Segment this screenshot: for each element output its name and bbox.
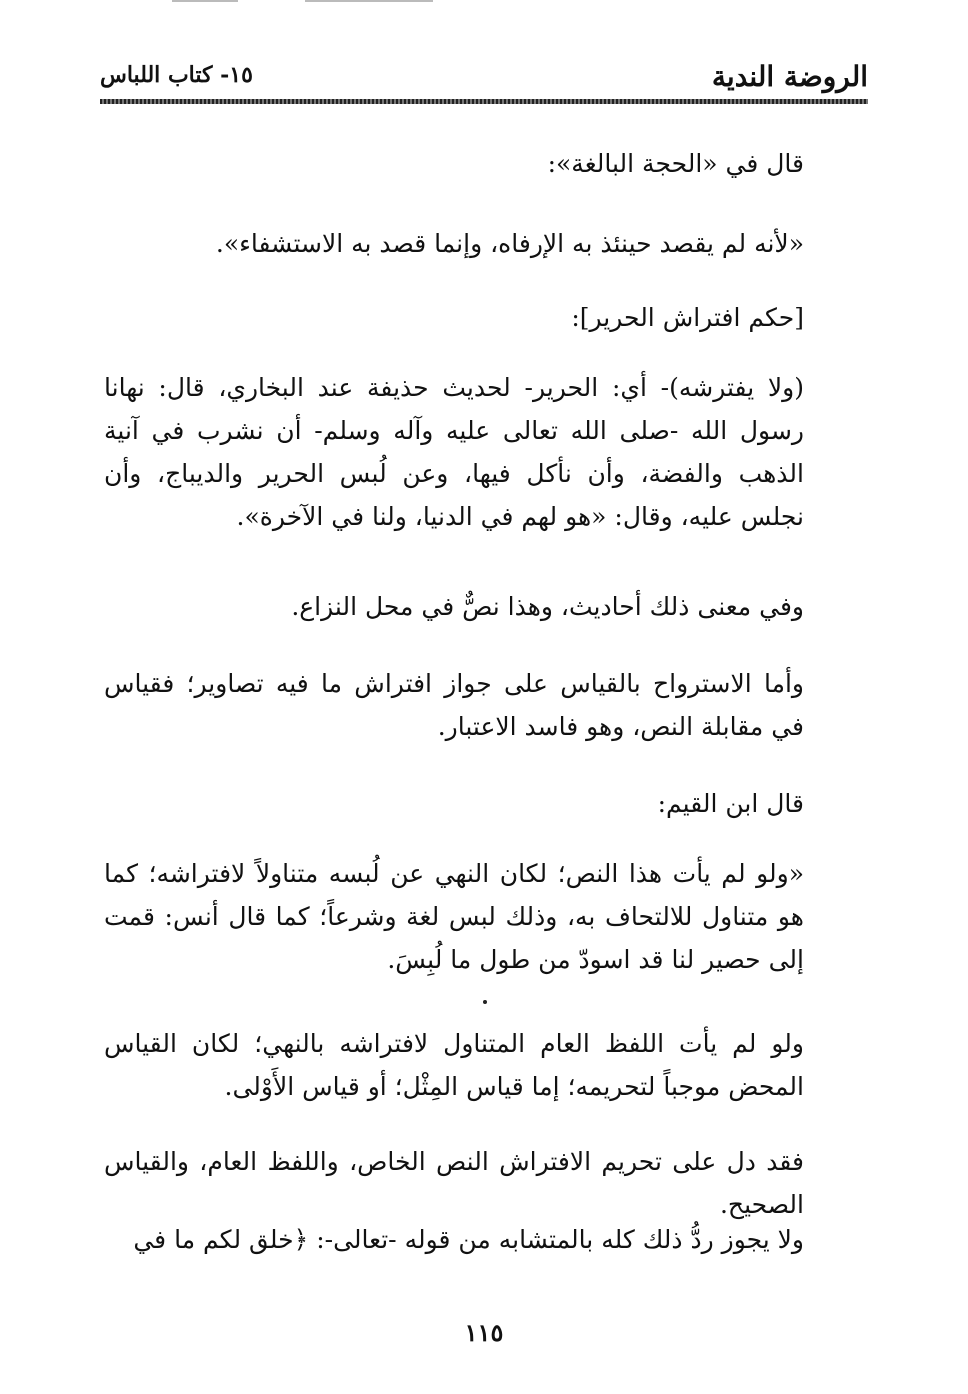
paragraph: «لأنه لم يقصد حينئذ به الإرفاه، وإنما قصد به الاستشفاء».	[215, 229, 804, 258]
page-number: ١١٥	[464, 1318, 504, 1347]
header-rule	[100, 99, 868, 104]
paragraph: ولا يجوز ردُّ ذلك كله بالمتشابه من قوله -تعالى-: ﴿خلق لكم ما في	[133, 1225, 804, 1254]
paragraph: فقد دل على تحريم الافتراش النص الخاص، واللفظ العام، والقياس الصحيح.	[104, 1147, 804, 1219]
paragraph: ولو لم يأت اللفظ العام المتناول لافتراشه بالنهي؛ لكان القياس المحض موجباً لتحريمه؛ إما قياس المِثْل؛ أو قياس الأَوْلى.	[104, 1029, 804, 1101]
paragraph: وأما الاسترواح بالقياس على جواز افتراش ما فيه تصاوير؛ فقياس في مقابلة النص، وهو فاسد الاعتبار.	[104, 669, 804, 741]
ink-speck	[483, 1000, 487, 1004]
quotation: «ولو لم يأت هذا النص؛ لكان النهي عن لُبسه متناولاً لافتراشه؛ كما هو متناول للالتحاف به، وذلك لبس لغة وشرعاً؛ كما قال أنس: قمت إلى حصير لنا قد اسودّ من طول ما لُبِسَ.	[104, 859, 804, 974]
paragraph: قال ابن القيم:	[657, 789, 804, 818]
chapter-title: ١٥- كتاب اللباس	[100, 62, 253, 88]
paragraph: قال في «الحجة البالغة»:	[547, 149, 804, 178]
running-header	[100, 52, 868, 98]
section-heading: [حكم افتراش الحرير]:	[571, 303, 804, 332]
book-title: الروضة الندية	[711, 60, 868, 93]
paragraph: (ولا يفترشه)- أي: الحرير- لحديث حذيفة عند البخاري، قال: نهانا رسول الله -صلى الله تعالى عليه وآله وسلم- أن نشرب في آنية الذهب والفضة، وأن نأكل فيها، وعن لُبس الحرير والديباج، وأن نجلس عليه، وقال: «هو لهم في الدنيا، ولنا في الآخرة».	[104, 373, 804, 531]
paragraph: وفي معنى ذلك أحاديث، وهذا نصٌّ في محل النزاع.	[291, 592, 804, 621]
